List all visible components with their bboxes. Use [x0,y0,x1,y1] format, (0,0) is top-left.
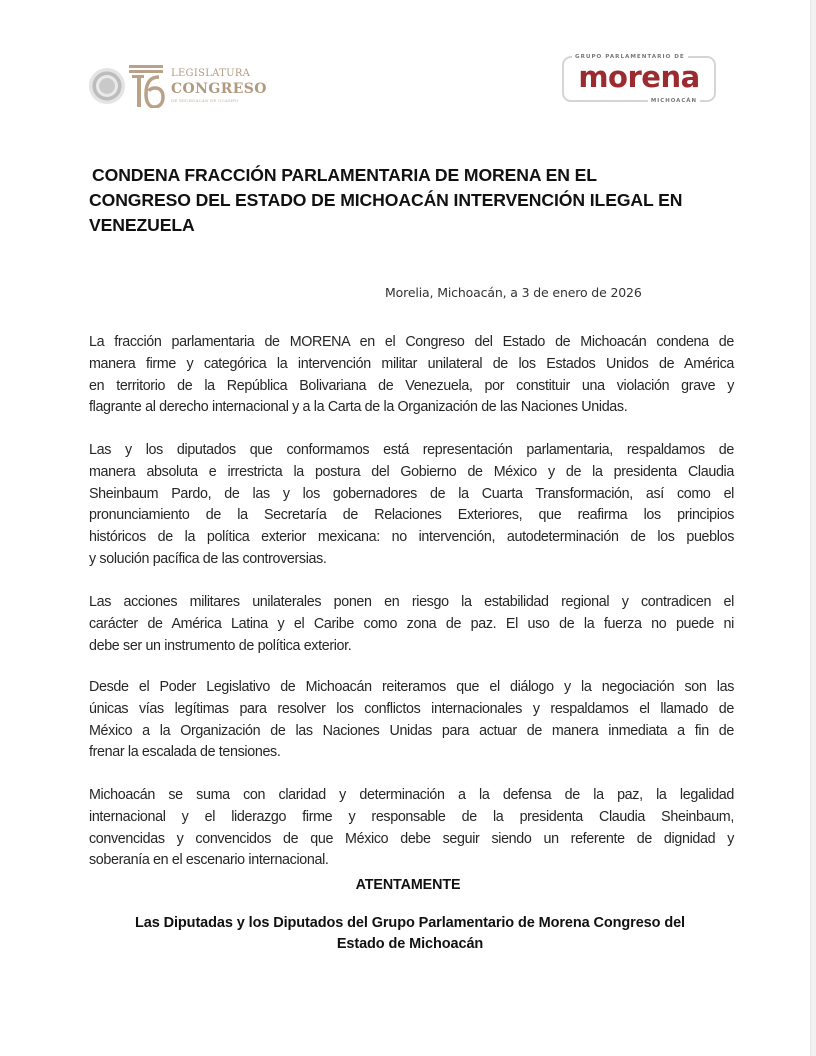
closing-salutation: ATENTAMENTE [355,877,461,893]
text-line: flagrante al derecho internacional y a la Carta de la Organización de las Naciones Unidas. [89,399,628,416]
signature-block [60,913,760,954]
text-line: Michoacán se suma con claridad y determinación a la defensa de la paz, la legalidad [89,787,734,803]
signature-line: Las Diputadas y los Diputados del Grupo Parlamentario de Morena Congreso del [135,915,685,931]
text-line: Las acciones militares unilaterales ponen en riesgo la estabilidad regional y contradicen el [89,594,734,610]
text-line: carácter de América Latina y el Caribe como zona de paz. El uso de la fuerza no puede ni [89,615,734,632]
text-line: históricos de la política exterior mexicana: no intervención, autodeterminación de los pueblos [89,529,734,546]
morena-logo-top-text: GRUPO PARLAMENTARIO DE [572,54,688,60]
text-line: Sheinbaum Pardo, de las y los gobernadores de la Cuarta Transformación, así como el [89,485,734,502]
text-line: internacional y el liderazgo firme y responsable de la presidenta Claudia Sheinbaum, [89,808,734,825]
text-line: debe ser un instrumento de política exterior. [89,637,352,654]
morena-logo [562,56,716,102]
morena-wordmark: morena [578,60,700,94]
michoacan-subtitle: DE MICHOACÁN DE OCAMPO [171,98,239,103]
document-title [89,163,749,238]
state-seal-icon [89,68,125,104]
paragraph-4 [89,677,734,764]
title-line: VENEZUELA [89,215,195,235]
morena-logo-bottom-text: MICHOACÁN [648,98,700,104]
title-line: CONDENA FRACCIÓN PARLAMENTARIA DE MORENA EN EL [92,165,597,185]
text-line: manera firme y categórica la intervención militar unilateral de los Estados Unidos de América [89,355,734,372]
text-line: Las y los diputados que conformamos está representación parlamentaria, respaldamos de [89,442,734,458]
signature-line: Estado de Michoacán [336,935,484,952]
title-line: CONGRESO DEL ESTADO DE MICHOACÁN INTERVENCIÓN ILEGAL EN [89,190,683,210]
date-line: Morelia, Michoacán, a 3 de enero de 2026 [385,285,642,300]
page-edge-shadow [810,0,816,1056]
text-line: y solución pacífica de las controversias. [89,550,327,567]
text-line: manera absoluta e irrestricta la postura del Gobierno de México y de la presidenta Claudia [89,463,734,480]
text-line: soberanía en el escenario internacional. [89,852,329,869]
paragraph-2 [89,440,734,571]
paragraph-1 [89,332,734,419]
paragraph-3 [89,592,734,657]
text-line: frenar la escalada de tensiones. [89,744,281,761]
text-line: pronunciamiento de la Secretaría de Relaciones Exteriores, que reafirma los principios [89,507,734,524]
text-line: convencidas y convencidos de que México debe seguir siendo un referente de dignidad y [89,830,734,847]
legislatura-label: LEGISLATURA [171,68,251,79]
legislature-76-mark [129,64,165,108]
congreso-label: CONGRESO [171,81,267,97]
paragraph-5 [89,785,734,872]
text-line: La fracción parlamentaria de MORENA en el Congreso del Estado de Michoacán condena de [89,334,734,350]
congreso-logo [89,64,267,108]
text-line: en territorio de la República Bolivariana de Venezuela, por constituir una violación grave y [89,377,734,394]
text-line: Desde el Poder Legislativo de Michoacán reiteramos que el diálogo y la negociación son las [89,679,734,695]
text-line: México a la Organización de las Naciones Unidas para actuar de manera inmediata a fin de [89,722,734,739]
text-line: únicas vías legítimas para resolver los conflictos internacionales y respaldamos el llamado de [89,700,734,717]
